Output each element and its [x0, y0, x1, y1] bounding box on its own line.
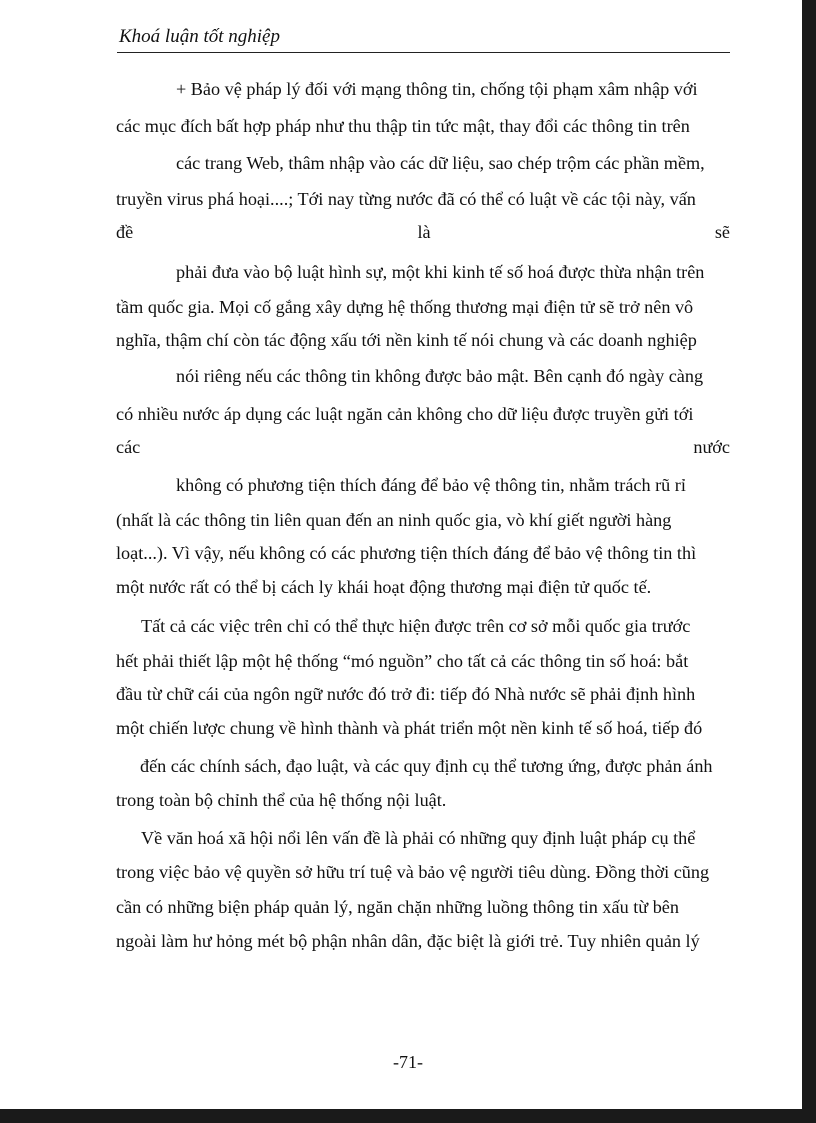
page-number: -71-: [393, 1052, 423, 1072]
text-line: truyền virus phá hoại....; Tới nay từng nước đã có thể có luật về các tội này, vấn: [116, 189, 696, 209]
text-line: (nhất là các thông tin liên quan đến an ninh quốc gia, vò khí giết người hàng: [116, 510, 672, 530]
spread-word: là: [417, 222, 431, 242]
text-line: trong toàn bộ chỉnh thể của hệ thống nội luật.: [116, 790, 447, 810]
text-line: hết phải thiết lập một hệ thống “mó nguồn” cho tất cả các thông tin số hoá: bắt: [116, 651, 689, 671]
text-line: đến các chính sách, đạo luật, và các quy định cụ thể tương ứng, được phản ánh: [140, 756, 713, 776]
spread-word: sẽ: [714, 222, 730, 242]
text-line: Về văn hoá xã hội nổi lên vấn đề là phải có những quy định luật pháp cụ thể: [141, 828, 696, 848]
spread-word: đề: [116, 222, 134, 242]
spread-word: các: [116, 437, 141, 457]
text-line: có nhiều nước áp dụng các luật ngăn cản không cho dữ liệu được truyền gửi tới: [116, 404, 694, 424]
text-line: tầm quốc gia. Mọi cố gắng xây dựng hệ thống thương mại điện tử sẽ trở nên vô: [116, 297, 694, 317]
text-line: nghĩa, thậm chí còn tác động xấu tới nền kinh tế nói chung và các doanh nghiệp: [116, 330, 697, 350]
text-line: trong việc bảo vệ quyền sở hữu trí tuệ và bảo vệ người tiêu dùng. Đồng thời cũng: [116, 862, 710, 882]
page-right-shadow: [802, 0, 816, 1123]
text-line: không có phương tiện thích đáng để bảo vệ thông tin, nhằm trách rũ rỉ: [176, 475, 686, 495]
text-line: các mục đích bất hợp pháp như thu thập tin tức mật, thay đổi các thông tin trên: [116, 116, 690, 136]
text-line: loạt...). Vì vậy, nếu không có các phương tiện thích đáng để bảo vệ thông tin thì: [116, 543, 697, 563]
text-line: một nước rất có thể bị cách ly khái hoạt động thương mại điện tử quốc tế.: [116, 577, 652, 597]
text-line: một chiến lược chung về hình thành và phát triển một nền kinh tế số hoá, tiếp đó: [116, 718, 703, 738]
text-line: Tất cả các việc trên chỉ có thể thực hiện được trên cơ sở mỗi quốc gia trước: [141, 616, 691, 636]
text-line: nói riêng nếu các thông tin không được bảo mật. Bên cạnh đó ngày càng: [176, 366, 704, 386]
page-bottom-shadow: [0, 1109, 816, 1123]
text-line: + Bảo vệ pháp lý đối với mạng thông tin, chống tội phạm xâm nhập với: [176, 79, 698, 99]
text-line: các trang Web, thâm nhập vào các dữ liệu, sao chép trộm các phần mềm,: [176, 153, 705, 173]
running-header: [117, 22, 730, 53]
text-line: phải đưa vào bộ luật hình sự, một khi kinh tế số hoá được thừa nhận trên: [176, 262, 705, 282]
text-line: ngoài làm hư hỏng mét bộ phận nhân dân, đặc biệt là giới trẻ. Tuy nhiên quản lý: [116, 931, 700, 951]
header-title: Khoá luận tốt nghiệp: [119, 26, 280, 47]
spread-line: [116, 438, 730, 456]
text-line: đầu từ chữ cái của ngôn ngữ nước đó trở đi: tiếp đó Nhà nước sẽ phải định hình: [116, 684, 696, 704]
text-line: cần có những biện pháp quản lý, ngăn chặn những luồng thông tin xấu từ bên: [116, 897, 679, 917]
spread-word: nước: [693, 437, 730, 457]
spread-line: [116, 223, 730, 241]
